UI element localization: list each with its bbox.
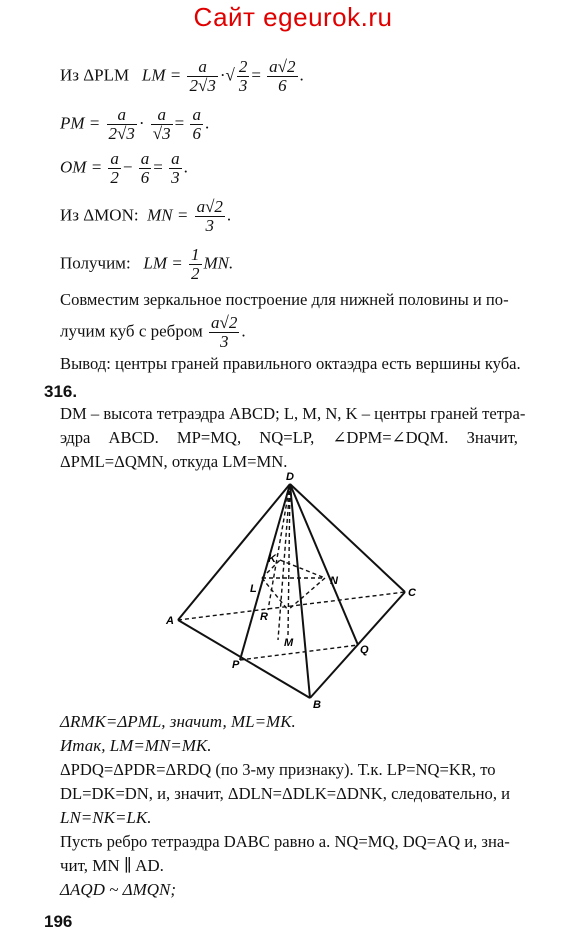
label-c: C bbox=[408, 587, 416, 599]
label-p: P bbox=[232, 659, 240, 671]
text-after-2: Итак, LM=MN=MK. bbox=[60, 736, 212, 755]
formula-lm: Из ΔPLM LM = $\frac{a}{2√3}$ ·√ $\frac{2}{3}$ = $\frac{a√2}{6}$ . bbox=[60, 57, 304, 95]
problem-text-1: DM – высота тетраэдра ABCD; L, M, N, K – центры граней тетра- bbox=[60, 404, 526, 423]
formula-pm: PM = $\frac{a}{2√3}$ · $\frac{a}{√3}$ = $\frac{a}{6}$ . bbox=[60, 105, 210, 143]
label-k: K bbox=[268, 553, 276, 565]
page-number: 196 bbox=[44, 912, 73, 931]
problem-text-2: эдра ABCD. MP=MQ, NQ=LP, ∠DPM=∠DQM. Значит, bbox=[60, 428, 518, 447]
label-b: B bbox=[313, 699, 321, 710]
text-after-6: Пусть ребро тетраэдра DABC равно a. NQ=MQ, DQ=AQ и, зна- bbox=[60, 832, 510, 851]
tetrahedron-figure bbox=[160, 470, 430, 710]
label-m: M bbox=[284, 637, 294, 649]
problem-text-3: ΔPML=ΔQMN, откуда LM=MN. bbox=[60, 452, 288, 471]
segment-pq bbox=[240, 645, 358, 660]
formula-mn: Из ΔMON: MN = $\frac{a√2}{3}$ . bbox=[60, 197, 232, 235]
label-n: N bbox=[330, 575, 338, 587]
text-after-5: LN=NK=LK. bbox=[60, 808, 152, 827]
label-a: A bbox=[166, 615, 174, 627]
edge-ab bbox=[178, 620, 310, 698]
label-l: L bbox=[250, 583, 257, 595]
text-after-8: ΔAQD ~ ΔMQN; bbox=[60, 880, 177, 899]
label-r: R bbox=[260, 611, 268, 623]
formula-om: OM = $\frac{a}{2}$ − $\frac{a}{6}$ = $\frac{a}{3}$ . bbox=[60, 149, 188, 187]
site-title: Сайт egeurok.ru bbox=[193, 2, 393, 32]
text-cube-1: Совместим зеркальное построение для нижней половины и по- bbox=[60, 290, 509, 309]
edge-db bbox=[290, 484, 310, 698]
formula-lhs: LM = bbox=[141, 65, 182, 85]
segment-dq bbox=[290, 484, 358, 645]
text-after-7: чит, MN ∥ AD. bbox=[60, 856, 164, 875]
problem-number: 316. bbox=[44, 382, 78, 401]
edge-ac-hidden bbox=[178, 592, 405, 620]
edge-da bbox=[178, 484, 290, 620]
label-q: Q bbox=[360, 644, 369, 656]
text-after-1: ΔRMK=ΔPML, значит, ML=MK. bbox=[60, 712, 296, 731]
label-d: D bbox=[286, 471, 294, 483]
text-conclusion: Вывод: центры граней правильного октаэдра есть вершины куба. bbox=[60, 354, 521, 373]
text-after-4: DL=DK=DN, и, значит, ΔDLN=ΔDLK=ΔDNK, следовательно, и bbox=[60, 784, 510, 803]
formula-result: Получим: LM = $\frac{1}{2}$ MN. bbox=[60, 245, 234, 283]
formula-prefix: Из ΔPLM bbox=[60, 65, 130, 85]
segment-dp bbox=[240, 484, 290, 660]
edge-dc bbox=[290, 484, 405, 592]
text-after-3: ΔPDQ=ΔPDR=ΔRDQ (по 3-му признаку). Т.к. LP=NQ=KR, то bbox=[60, 760, 496, 779]
segment-kn bbox=[280, 560, 325, 578]
text-cube-2: лучим куб с ребром $\frac{a√2}{3}$ . bbox=[60, 313, 246, 351]
